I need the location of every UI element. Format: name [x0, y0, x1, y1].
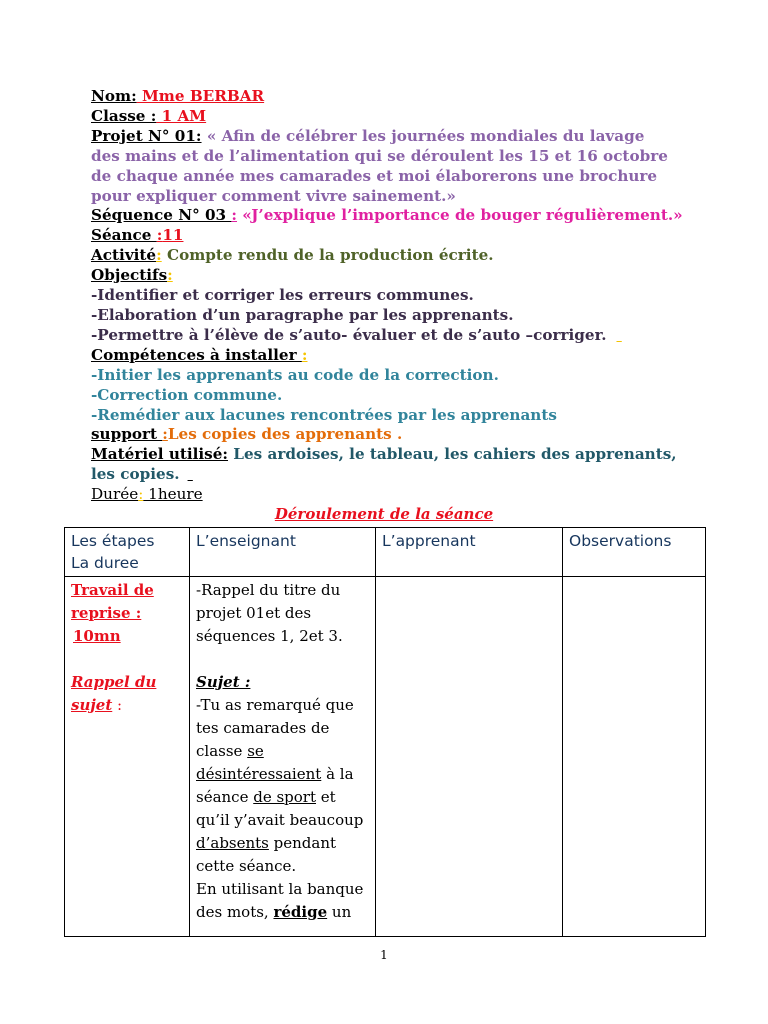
sujet-text: -Tu as remarqué que tes camarades de classe se désintéressaient à la séance de sport et qu’il y’avait beaucoup d’absents pendant cette séance.	[196, 696, 364, 875]
header-enseignant: L’enseignant	[190, 528, 376, 577]
support-label: support	[91, 425, 163, 444]
table-header-row	[65, 528, 706, 577]
sequence-text: «J’explique l’importance de bouger régulièrement.»	[237, 206, 683, 225]
competence-item: -Remédier aux lacunes rencontrées par les apprenants	[91, 405, 557, 424]
competence-item: -Initier les apprenants au code de la correction.	[91, 365, 499, 384]
seance-label: Séance	[91, 226, 157, 245]
sequence-colon: :	[231, 206, 237, 225]
seance-colon: :	[156, 226, 163, 245]
lesson-header	[91, 87, 691, 505]
sequence-label: Séquence N° 03	[91, 206, 232, 225]
observations-cell	[563, 577, 706, 937]
objectifs-label: Objectifs	[91, 266, 168, 285]
rappel-label: Rappel du sujet	[71, 673, 157, 714]
header-observations: Observations	[563, 528, 706, 577]
etapes-cell: Travail de reprise : 10mn Rappel du sujet :	[65, 577, 190, 937]
classe-value: 1 AM	[156, 106, 207, 125]
nom-value: Mme BERBAR	[136, 87, 265, 105]
section-title: Déroulement de la séance	[274, 505, 494, 523]
consigne-text: En utilisant la banque des mots, rédige un	[196, 880, 364, 921]
projet-text: « Afin de célébrer les journées mondiales du lavage des mains et de l’alimentation qui se déroulent les 15 et 16 octobre de chaque année mes camarades et moi élaborerons une brochure pour expliquer comment vivre sainement.»	[91, 126, 668, 205]
activite-label: Activité	[91, 246, 157, 265]
enseignant-cell	[190, 577, 376, 937]
header-etapes: Les étapes La duree	[65, 528, 190, 577]
duree-label: Durée	[91, 485, 139, 504]
header-apprenant: L’apprenant	[376, 528, 563, 577]
competences-colon: :	[301, 345, 308, 364]
objectif-item: -Identifier et corriger les erreurs communes.	[91, 286, 474, 305]
support-colon: :	[162, 425, 168, 444]
competence-item: -Correction commune.	[91, 385, 283, 404]
travail-label: Travail de reprise :	[71, 581, 154, 622]
projet-label: Projet N° 01:	[91, 126, 202, 145]
activite-text: Compte rendu de la production écrite.	[161, 246, 494, 265]
sujet-label: Sujet :	[196, 673, 251, 691]
duree-value: 1heure	[143, 485, 203, 504]
objectif-item: -Permettre à l’élève de s’auto- évaluer et de s’auto –corriger.	[91, 325, 607, 344]
seance-value: 11	[162, 226, 184, 245]
objectif-item: -Elaboration d’un paragraphe par les apprenants.	[91, 305, 514, 324]
materiel-label: Matériel utilisé:	[91, 445, 229, 464]
nom-label: Nom:	[91, 87, 137, 105]
support-text: Les copies des apprenants .	[167, 425, 403, 444]
objectifs-colon: :	[167, 266, 173, 285]
duree-colon: :	[138, 485, 144, 504]
table-row	[65, 577, 706, 937]
materiel-text: Les ardoises, le tableau, les cahiers des apprenants, les copies.	[91, 445, 677, 484]
activite-colon: :	[156, 246, 162, 265]
page-number: 1	[380, 948, 388, 962]
rappel-text: -Rappel du titre du projet 01et des séquences 1, 2et 3.	[196, 581, 343, 645]
apprenant-cell	[376, 577, 563, 937]
lesson-table	[64, 527, 706, 937]
classe-label: Classe :	[91, 106, 157, 125]
duration-label: 10mn	[73, 627, 121, 645]
competences-label: Compétences à installer	[91, 345, 302, 364]
